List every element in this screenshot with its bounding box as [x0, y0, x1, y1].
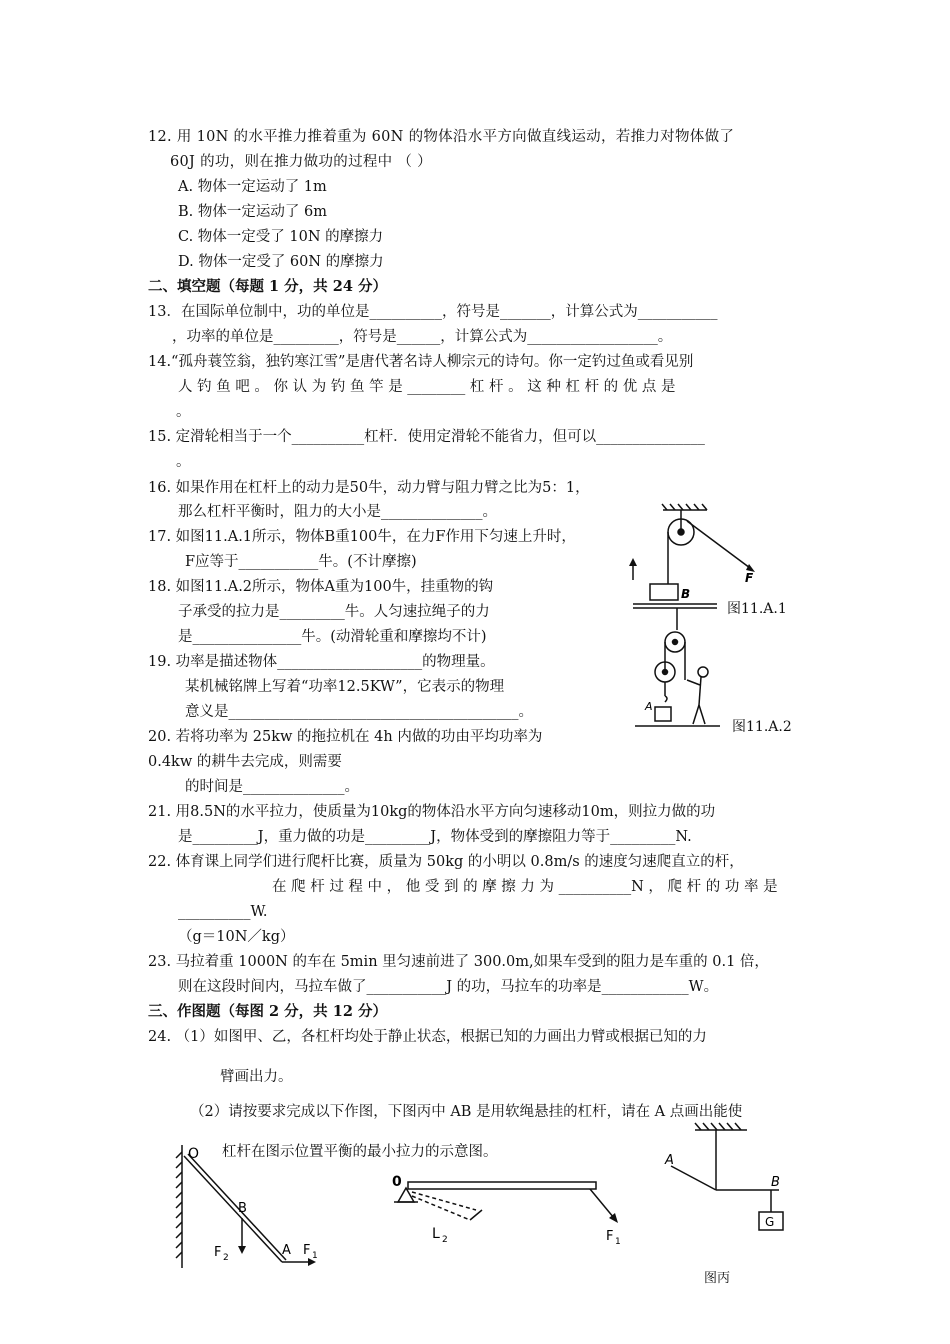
- question-24-line-3: （2）请按要求完成以下作图，下图丙中 AB 是用软绳悬挂的杠杆，请在 A 点画出能使: [190, 1104, 743, 1120]
- question-22-line-4: （g＝10N／kg）: [178, 929, 295, 945]
- yi-l2-label: L: [432, 1226, 440, 1242]
- question-21-line-2: 是_________J，重力做的功是_________J，物体受到的摩擦阻力等于_________N.: [178, 829, 692, 845]
- question-12-line-1: 12. 用 10N 的水平推力推着重为 60N 的物体沿水平方向做直线运动，若推力对物体做了: [148, 129, 735, 145]
- fig1-body-label: B: [681, 587, 691, 601]
- fig1-force-label: F: [745, 571, 754, 585]
- yi-f1-label: F: [606, 1229, 614, 1244]
- option-d: D. 物体一定受了 60N 的摩擦力: [178, 254, 384, 270]
- question-17-line-2: F应等于___________牛。(不计摩擦): [185, 554, 417, 570]
- question-13-line-2: ，功率的单位是_________，符号是______，计算公式为__________________。: [172, 329, 673, 345]
- lever-figure-jia: [170, 1140, 330, 1270]
- question-14-line-1: 14.“孤舟蓑笠翁，独钓寒江雪”是唐代著名诗人柳宗元的诗句。你一定钓过鱼或看见别: [148, 354, 694, 370]
- option-b: B. 物体一定运动了 6m: [178, 204, 327, 220]
- bing-g-label: G: [765, 1215, 775, 1229]
- question-15-line-2: 。: [176, 454, 191, 470]
- section-3-heading: 三、作图题（每图 2 分，共 12 分）: [148, 1003, 387, 1020]
- question-16-line-1: 16. 如果作用在杠杆上的动力是50牛，动力臂与阻力臂之比为5：1，: [148, 480, 590, 496]
- question-18-line-1: 18. 如图11.A.2所示，物体A重为100牛，挂重物的钩: [148, 579, 494, 595]
- question-12-line-2: 60J 的功，则在推力做功的过程中 （ ）: [170, 154, 432, 170]
- yi-f1-sub: 1: [615, 1237, 621, 1247]
- question-19-line-1: 19. 功率是描述物体____________________的物理量。: [148, 654, 495, 670]
- question-18-line-3: 是_______________牛。(动滑轮重和摩擦均不计): [178, 629, 487, 645]
- question-17-line-1: 17. 如图11.A.1所示，物体B重100牛，在力F作用下匀速上升时，: [148, 529, 576, 545]
- question-21-line-1: 21. 用8.5N的水平拉力，使质量为10kg的物体沿水平方向匀速移动10m，则拉力做的功: [148, 804, 716, 820]
- question-24-line-1: 24. （1）如图甲、乙，各杠杆均处于静止状态，根据已知的力画出力臂或根据已知的力: [148, 1029, 707, 1045]
- question-19-line-3: 意义是________________________________________。: [185, 704, 533, 720]
- yi-pivot-label: 0: [392, 1174, 402, 1190]
- question-20-line-3: 的时间是______________。: [185, 779, 359, 795]
- question-24-line-4: 杠杆在图示位置平衡的最小拉力的示意图。: [222, 1144, 498, 1160]
- question-23-line-1: 23. 马拉着重 1000N 的车在 5min 里匀速前进了 300.0m,如果车受到的阻力是车重的 0.1 倍，: [148, 954, 769, 970]
- lever-figure-bing: [655, 1120, 805, 1235]
- option-a: A. 物体一定运动了 1m: [178, 179, 327, 195]
- jia-a-label: A: [282, 1243, 291, 1258]
- jia-f2-sub: 2: [223, 1253, 229, 1263]
- question-19-line-2: 某机械铭牌上写着“功率12.5KW”，它表示的物理: [185, 679, 505, 695]
- question-13-line-1: 13．在国际单位制中，功的单位是__________，符号是_______，计算公式为___________: [148, 304, 718, 320]
- fig1-caption: 图11.A.1: [727, 601, 787, 617]
- question-20-line-1: 20. 若将功率为 25kw 的拖拉机在 4h 内做的功由平均功率为: [148, 729, 543, 745]
- question-22-line-2: 在 爬 杆 过 程 中 ， 他 受 到 的 摩 擦 力 为 __________N ， 爬 杆 的 功 率 是: [272, 879, 778, 895]
- pulley-figure: [625, 500, 835, 750]
- fig2-caption: 图11.A.2: [732, 719, 792, 735]
- question-15-line-1: 15. 定滑轮相当于一个__________杠杆．使用定滑轮不能省力，但可以_______________: [148, 429, 705, 445]
- question-22-line-1: 22. 体育课上同学们进行爬杆比赛，质量为 50kg 的小明以 0.8m/s 的速度匀速爬直立的杆，: [148, 854, 744, 870]
- bing-a-label: A: [665, 1153, 674, 1168]
- question-24-line-2: 臂画出力。: [220, 1069, 293, 1085]
- jia-f2-label: F: [214, 1245, 222, 1260]
- jia-f1-sub: 1: [312, 1251, 318, 1261]
- question-14-line-2: 人 钓 鱼 吧 。 你 认 为 钓 鱼 竿 是 ________ 杠 杆 。 这 种 杠 杆 的 优 点 是: [178, 379, 676, 395]
- lever-figure-yi: [390, 1170, 630, 1250]
- question-22-line-3: __________W.: [178, 904, 268, 920]
- jia-pivot-label: O: [188, 1146, 200, 1162]
- question-20-line-2: 0.4kw 的耕牛去完成，则需要: [148, 754, 342, 770]
- question-14-line-3: 。: [176, 404, 191, 420]
- bing-caption: 图丙: [704, 1271, 731, 1286]
- jia-f1-label: F: [303, 1243, 311, 1258]
- yi-l2-sub: 2: [442, 1235, 448, 1245]
- question-23-line-2: 则在这段时间内，马拉车做了___________J 的功，马拉车的功率是____________W。: [178, 979, 719, 995]
- question-16-line-2: 那么杠杆平衡时，阻力的大小是______________。: [178, 504, 497, 520]
- fig2-body-label: A: [645, 700, 653, 713]
- bing-b-label: B: [771, 1175, 780, 1190]
- question-18-line-2: 子承受的拉力是_________牛。人匀速拉绳子的力: [178, 604, 490, 620]
- option-c: C. 物体一定受了 10N 的摩擦力: [178, 229, 384, 245]
- section-2-heading: 二、填空题（每题 1 分，共 24 分）: [148, 278, 387, 295]
- jia-b-label: B: [238, 1201, 247, 1216]
